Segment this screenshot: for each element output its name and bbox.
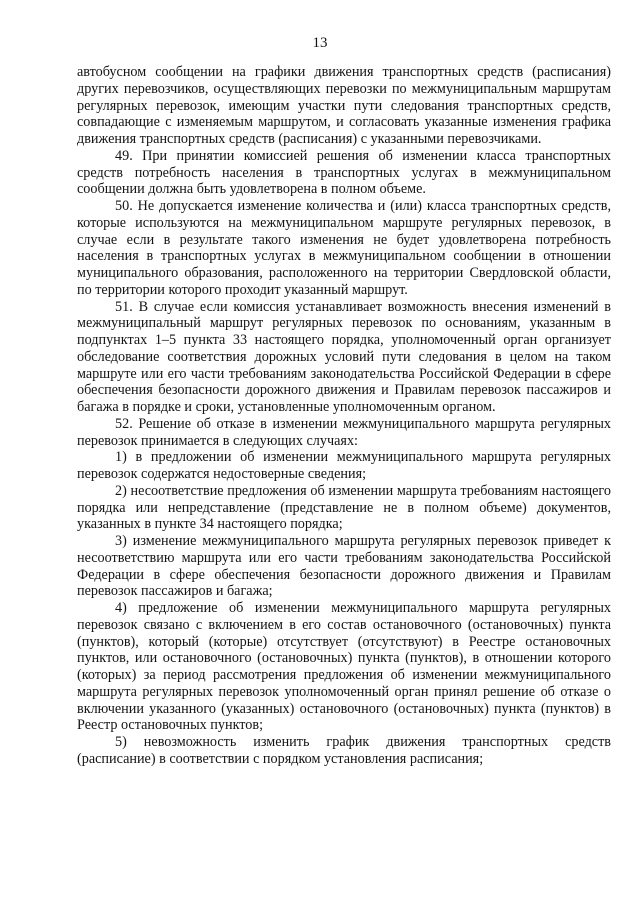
document-body — [77, 64, 611, 768]
page-number: 13 — [312, 35, 328, 51]
list-item-5: 5) невозможность изменить график движения транспортных средств (расписание) в соответствии с порядком установления расписания; — [77, 734, 611, 767]
list-item-2: 2) несоответствие предложения об изменении маршрута требованиям настоящего порядка или непредставление (представление не в полном объеме) документов, указанных в пункте 34 настоящего порядка; — [77, 482, 611, 533]
paragraph-50: 50. Не допускается изменение количества и (или) класса транспортных средств, которые используются на межмуниципальном маршруте регулярных перевозок, в случае если в результате такого изменения не будет удовлетворена потребность населения в транспортных услугах в межмуниципальном сообщении в отношении муниципального образования, расположенного на территории Свердловской области, по территории которого проходит указанный маршрут. — [77, 198, 611, 298]
list-item-3: 3) изменение межмуниципального маршрута регулярных перевозок приведет к несоответствию маршрута или его части требованиям законодательства Российской Федерации в сфере обеспечения безопасности дорожного движения и Правилам перевозок пассажиров и багажа; — [77, 533, 611, 600]
paragraph-52: 52. Решение об отказе в изменении межмуниципального маршрута регулярных перевозок принимается в следующих случаях: — [77, 415, 611, 449]
paragraph-49: 49. При принятии комиссией решения об изменении класса транспортных средств потребность населения в транспортных услугах в межмуниципальном сообщении должна быть удовлетворена в полном объеме. — [77, 147, 611, 198]
paragraph-51: 51. В случае если комиссия устанавливает возможность внесения изменений в межмуниципальный маршрут регулярных перевозок по основаниям, указанным в подпунктах 1–5 пункта 33 настоящего порядка, уполномоченный орган организует обследование соответствия дорожных условий пути следования в целом на таком маршруте или его части требованиям законодательства Российской Федерации в сфере обеспечения безопасности дорожного движения и Правилам перевозок пассажиров и багажа в порядке и сроки, установленные уполномоченным органом. — [77, 298, 611, 415]
paragraph-continuation: автобусном сообщении на графики движения транспортных средств (расписания) других перевозчиков, осуществляющих перевозки по межмуниципальным маршрутам регулярных перевозок, имеющим участки пути следования транспортных средств, совпадающие с изменяемым маршрутом, и согласовать указанные изменения графика движения транспортных средств (расписания) с указанными перевозчиками. — [77, 64, 611, 147]
list-item-4: 4) предложение об изменении межмуниципального маршрута регулярных перевозок связано с включением в его состав остановочного (остановочных) пункта (пунктов), который (которые) отсутствует (отсутствуют) в Реестре остановочных пунктов, или остановочного (остановочных) пункта (пунктов), в отношении которого (которых) за период рассмотрения предложения об изменении межмуниципального маршрута регулярных перевозок уполномоченный орган принял решение об отказе о включении указанного (указанных) остановочного (остановочных) пункта (пунктов) в Реестр остановочных пунктов; — [77, 600, 611, 734]
list-item-1: 1) в предложении об изменении межмуниципального маршрута регулярных перевозок содержатся недостоверные сведения; — [77, 449, 611, 482]
